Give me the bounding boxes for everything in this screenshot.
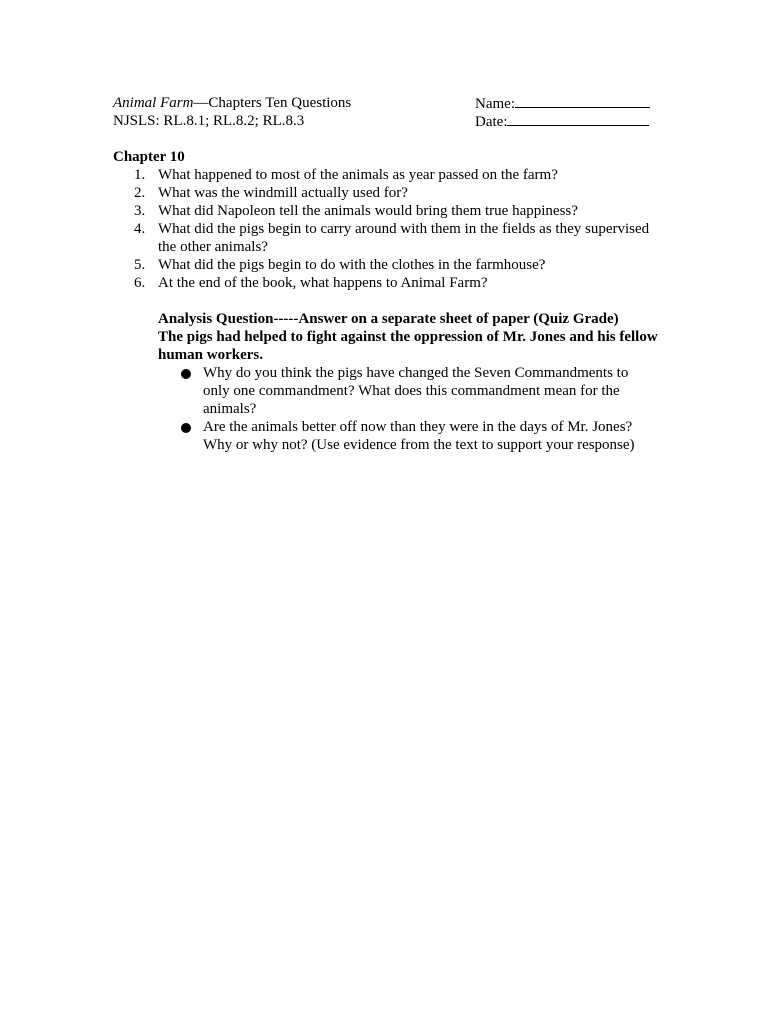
title-suffix: —Chapters Ten Questions: [193, 95, 352, 111]
question-number: 5.: [134, 257, 146, 273]
bullet-dot-icon: [181, 423, 191, 433]
date-label: Date:: [475, 114, 508, 130]
question-number: 1.: [134, 167, 146, 183]
analysis-heading: Analysis Question-----Answer on a separate sheet of paper (Quiz Grade): [158, 311, 619, 327]
standards-line: NJSLS: RL.8.1; RL.8.2; RL.8.3: [113, 113, 305, 129]
name-field: [475, 94, 650, 113]
book-title: Animal Farm: [113, 95, 194, 111]
question-number: 4.: [134, 221, 146, 237]
question-text: What did the pigs begin to carry around with them in the fields as they supervised the other animals?: [158, 221, 650, 255]
header-row-title: [113, 94, 658, 112]
name-label: Name:: [475, 96, 515, 112]
question-item: [113, 274, 658, 292]
question-item: [113, 184, 658, 202]
question-item: [113, 202, 658, 220]
question-item: [113, 166, 658, 184]
question-number: 2.: [134, 185, 146, 201]
question-text: What happened to most of the animals as year passed on the farm?: [158, 167, 558, 183]
header-row-standards: [113, 112, 658, 130]
analysis-section: [158, 310, 658, 454]
question-item: [113, 256, 658, 274]
analysis-bullet-text: Are the animals better off now than they were in the days of Mr. Jones? Why or why not? (Use evidence from the text to support your response): [203, 419, 635, 453]
analysis-bullet-item: [158, 364, 653, 418]
name-blank-line: [515, 94, 650, 108]
question-text: What did the pigs begin to do with the clothes in the farmhouse?: [158, 257, 546, 273]
bullet-dot-icon: [181, 369, 191, 379]
analysis-prompt: The pigs had helped to fight against the oppression of Mr. Jones and his fellow human workers.: [158, 329, 658, 363]
question-text: What did Napoleon tell the animals would bring them true happiness?: [158, 203, 578, 219]
analysis-bullet-text: Why do you think the pigs have changed the Seven Commandments to only one commandment? What does this commandment mean for the animals?: [203, 365, 629, 417]
worksheet-page: [113, 94, 658, 454]
date-field: [475, 112, 649, 131]
question-number: 3.: [134, 203, 146, 219]
date-blank-line: [507, 112, 649, 126]
question-text: What was the windmill actually used for?: [158, 185, 408, 201]
question-list: [113, 166, 658, 292]
analysis-bullet-list: [158, 364, 658, 454]
chapter-heading: Chapter 10: [113, 149, 185, 165]
worksheet-title: [113, 94, 351, 112]
question-item: [113, 220, 658, 256]
question-text: At the end of the book, what happens to Animal Farm?: [158, 275, 488, 291]
question-number: 6.: [134, 275, 146, 291]
analysis-bullet-item: [158, 418, 653, 454]
